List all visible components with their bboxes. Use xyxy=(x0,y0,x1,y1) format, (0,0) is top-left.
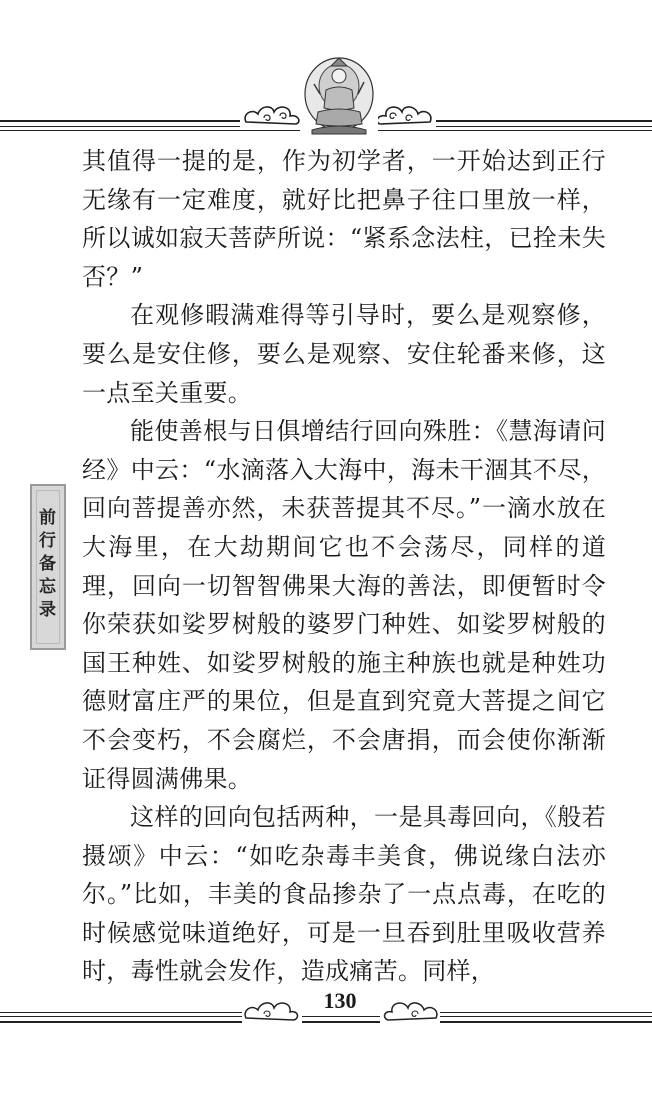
paragraph-1: 其值得一提的是，作为初学者，一开始达到正行无缘有一定难度，就好比把鼻子往口里放一样，所以诚如寂天菩萨所说：“紧系念法柱，已拴未失否？” xyxy=(82,147,606,291)
cloud-ornament-right-icon xyxy=(372,96,436,130)
paragraph-3: 能使善根与日俱增结行回向殊胜：《慧海请问经》中云：“水滴落入大海中，海未干涸其不尽，回向菩提善亦然，未获菩提其不尽。”一滴水放在大海里，在大劫期间它也不会荡尽，同样的道理，回向一切智智佛果大海的善法，即便暂时令你荣获如娑罗树般的婆罗门种姓、如娑罗树般的国王种姓、如娑罗树般的施主种族也就是种姓功德财富庄严的果位，但是直到究竟大菩提之间它不会变朽，不会腐烂，不会唐捐，而会使你渐渐证得圆满佛果。 xyxy=(82,417,606,793)
footer-cloud-right-icon xyxy=(380,994,440,1024)
book-title-vertical: 前行备忘录 xyxy=(35,508,55,623)
paragraph-2: 在观修暇满难得等引导时，要么是观察修，要么是安住修，要么是观察、安住轮番来修，这一点至关重要。 xyxy=(82,301,606,407)
footer-rule-bottom xyxy=(0,1021,652,1023)
page-number: 130 xyxy=(300,988,380,1014)
cloud-ornament-left-icon xyxy=(240,96,304,130)
footer-cloud-left-icon xyxy=(242,994,302,1024)
paragraph-4: 这样的回向包括两种，一是具毒回向，《般若摄颂》中云：“如吃杂毒丰美食，佛说缘白法亦尔。”比如，丰美的食品掺杂了一点点毒，在吃的时候感觉味道绝好，可是一旦吞到肚里吸收营养时，毒性就会发作，造成痛苦。同样， xyxy=(82,803,606,986)
page-body xyxy=(82,142,606,991)
side-tab xyxy=(30,484,66,650)
deity-figure-icon xyxy=(300,56,378,136)
footer-rule-middle xyxy=(0,1016,652,1017)
